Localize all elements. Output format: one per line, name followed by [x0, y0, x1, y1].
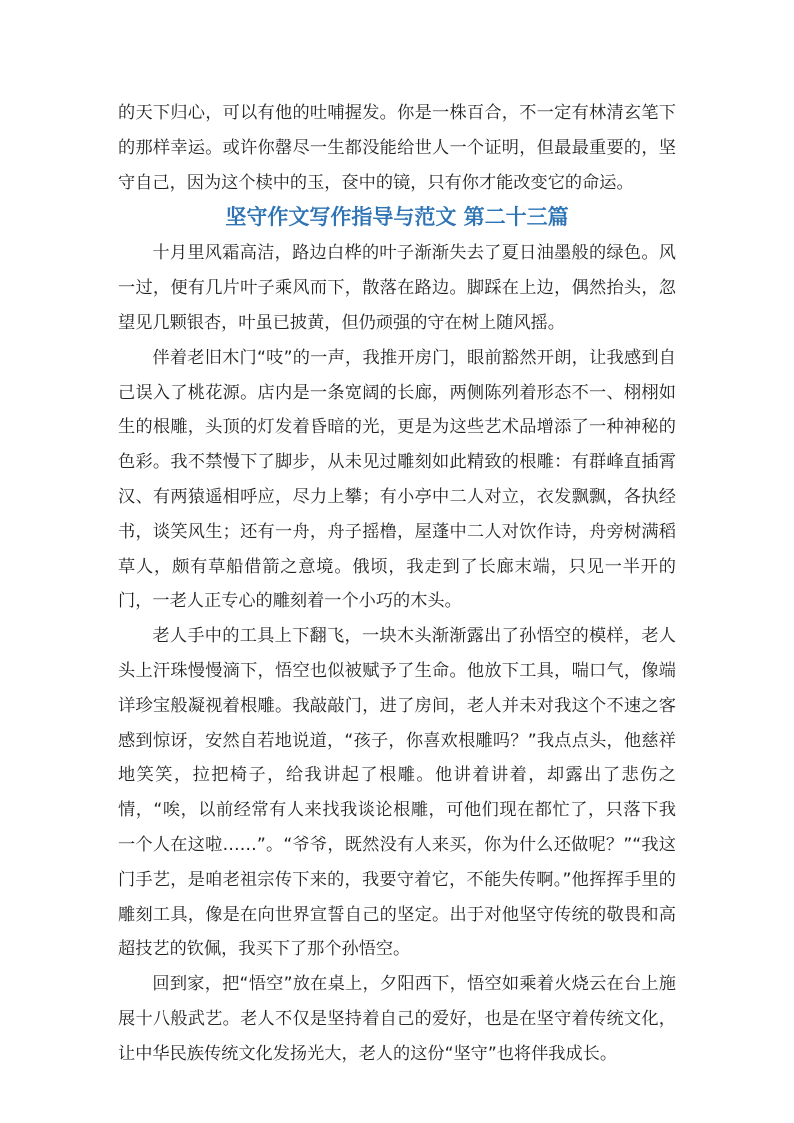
intro-paragraph: 的天下归心，可以有他的吐哺握发。你是一株百合，不一定有林清玄笔下的那样幸运。或许你罄尽一生都没能给世人一个证明，但最最重要的，坚守自己，因为这个椟中的玉，奁中的镜，只有你才能改变它的命运。: [118, 103, 676, 193]
article-paragraph-3: 老人手中的工具上下翻飞，一块木头渐渐露出了孙悟空的模样，老人头上汗珠慢慢滴下，悟空也似被赋予了生命。他放下工具，喘口气，像端详珍宝般凝视着根雕。我敲敲门，进了房间，老人并未对我这个不速之客感到惊讶，安然自若地说道，“孩子，你喜欢根雕吗？”我点点头，他慈祥地笑笑，拉把椅子，给我讲起了根雕。他讲着讲着，却露出了悲伤之情，“唉，以前经常有人来找我谈论根雕，可他们现在都忙了，只落下我一个人在这啦……”。“爷爷，既然没有人来买，你为什么还做呢？”“我这门手艺，是咱老祖宗传下来的，我要守着它，不能失传啊。”他挥挥手里的雕刻工具，像是在向世界宣誓自己的坚定。出于对他坚守传统的敬畏和高超技艺的钦佩，我买下了那个孙悟空。: [118, 626, 676, 960]
document-page: [118, 96, 676, 1072]
article-title: 坚守作文写作指导与范文 第二十三篇: [225, 205, 569, 230]
article-paragraph-4: 回到家，把“悟空”放在桌上，夕阳西下，悟空如乘着火烧云在台上施展十八般武艺。老人不仅是坚持着自己的爱好，也是在坚守着传统文化，让中华民族传统文化发扬光大，老人的这份“坚守”也将伴我成长。: [118, 974, 676, 1064]
article-paragraph-2: 伴着老旧木门“吱”的一声，我推开房门，眼前豁然开朗，让我感到自己误入了桃花源。店内是一条宽阔的长廊，两侧陈列着形态不一、栩栩如生的根雕，头顶的灯发着昏暗的光，更是为这些艺术品增添了一种神秘的色彩。我不禁慢下了脚步，从未见过雕刻如此精致的根雕：有群峰直插霄汉、有两猿遥相呼应，尽力上攀；有小亭中二人对立，衣发飘飘，各执经书，谈笑风生；还有一舟，舟子摇橹，屋蓬中二人对饮作诗，舟旁树满稻草人，颇有草船借箭之意境。俄顷，我走到了长廊末端，只见一半开的门，一老人正专心的雕刻着一个小巧的木头。: [118, 347, 676, 612]
article-paragraph-1: 十月里风霜高洁，路边白桦的叶子渐渐失去了夏日油墨般的绿色。风一过，便有几片叶子乘风而下，散落在路边。脚踩在上边，偶然抬头，忽望见几颗银杏，叶虽已披黄，但仍顽强的守在树上随风摇。: [118, 243, 676, 333]
